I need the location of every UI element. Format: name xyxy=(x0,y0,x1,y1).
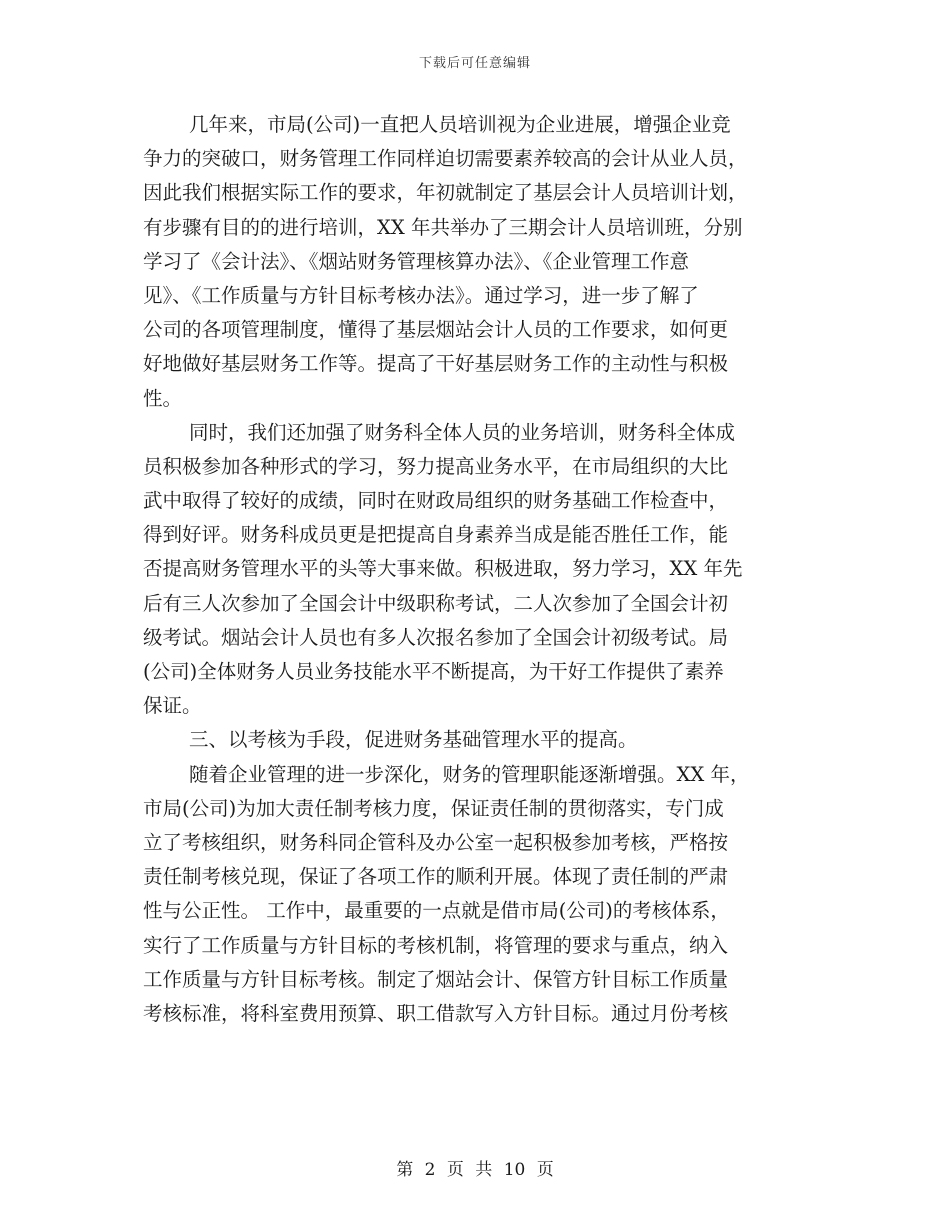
paragraph-line: 保证。 xyxy=(143,694,202,718)
section-heading: 三、以考核为手段，促进财务基础管理水平的提高。 xyxy=(189,728,638,752)
paragraph-line: 级考试。烟站会计人员也有多人次报名参加了全国会计初级考试。局 xyxy=(143,625,729,649)
paragraph-line: 得到好评。财务科成员更是把提高自身素养当成是能否胜任工作，能 xyxy=(143,523,729,547)
paragraph-line: 争力的突破口，财务管理工作同样迫切需要素养较高的会计从业人员， xyxy=(143,147,748,171)
paragraph-line: 责任制考核兑现，保证了各项工作的顺利开展。体现了责任制的严肃 xyxy=(143,865,729,889)
paragraph-line: 员积极参加各种形式的学习，努力提高业务水平，在市局组织的大比 xyxy=(143,454,729,478)
paragraph-line: 性与公正性。 工作中，最重要的一点就是借市局(公司)的考核体系， xyxy=(143,899,730,923)
page-header-note: 下载后可任意编辑 xyxy=(418,56,531,71)
paragraph-line: 见》、《工作质量与方针目标考核办法》。通过学习，进一步了解了 xyxy=(143,283,699,307)
paragraph-line: 否提高财务管理水平的头等大事来做。积极进取，努力学习，XX 年先 xyxy=(143,557,743,581)
page-number-footer: 第 2 页 共 10 页 xyxy=(396,1160,554,1180)
paragraph-line: 考核标准，将科室费用预算、职工借款写入方针目标。通过月份考核 xyxy=(143,1001,729,1025)
paragraph-line: 后有三人次参加了全国会计中级职称考试，二人次参加了全国会计初 xyxy=(143,591,729,615)
paragraph-line: 学习了《会计法》、《烟站财务管理核算办法》、《企业管理工作意 xyxy=(143,249,690,273)
paragraph-line: 好地做好基层财务工作等。提高了干好基层财务工作的主动性与积极 xyxy=(143,352,729,376)
paragraph-line: 同时，我们还加强了财务科全体人员的业务培训，财务科全体成 xyxy=(189,420,736,444)
document-body xyxy=(143,108,808,1031)
paragraph-line: 因此我们根据实际工作的要求，年初就制定了基层会计人员培训计划， xyxy=(143,181,748,205)
paragraph-line: 公司的各项管理制度，懂得了基层烟站会计人员的工作要求，如何更 xyxy=(143,318,729,342)
paragraph-line: 有步骤有目的的进行培训，XX 年共举办了三期会计人员培训班，分别 xyxy=(143,215,743,239)
paragraph-line: 随着企业管理的进一步深化，财务的管理职能逐渐增强。XX 年， xyxy=(189,762,750,786)
paragraph-line: 实行了工作质量与方针目标的考核机制，将管理的要求与重点，纳入 xyxy=(143,933,729,957)
paragraph-line: 几年来，市局(公司)一直把人员培训视为企业进展，增强企业竞 xyxy=(189,113,731,136)
paragraph-line: (公司)全体财务人员业务技能水平不断提高，为干好工作提供了素养 xyxy=(143,660,724,683)
paragraph-line: 工作质量与方针目标考核。制定了烟站会计、保管方针目标工作质量 xyxy=(143,967,729,991)
paragraph-line: 武中取得了较好的成绩，同时在财政局组织的财务基础工作检查中， xyxy=(143,489,729,513)
paragraph-line: 性。 xyxy=(143,386,183,410)
paragraph-line: 立了考核组织，财务科同企管科及办公室一起积极参加考核，严格按 xyxy=(143,830,729,854)
paragraph-line: 市局(公司)为加大责任制考核力度，保证责任制的贯彻落实，专门成 xyxy=(143,796,724,820)
